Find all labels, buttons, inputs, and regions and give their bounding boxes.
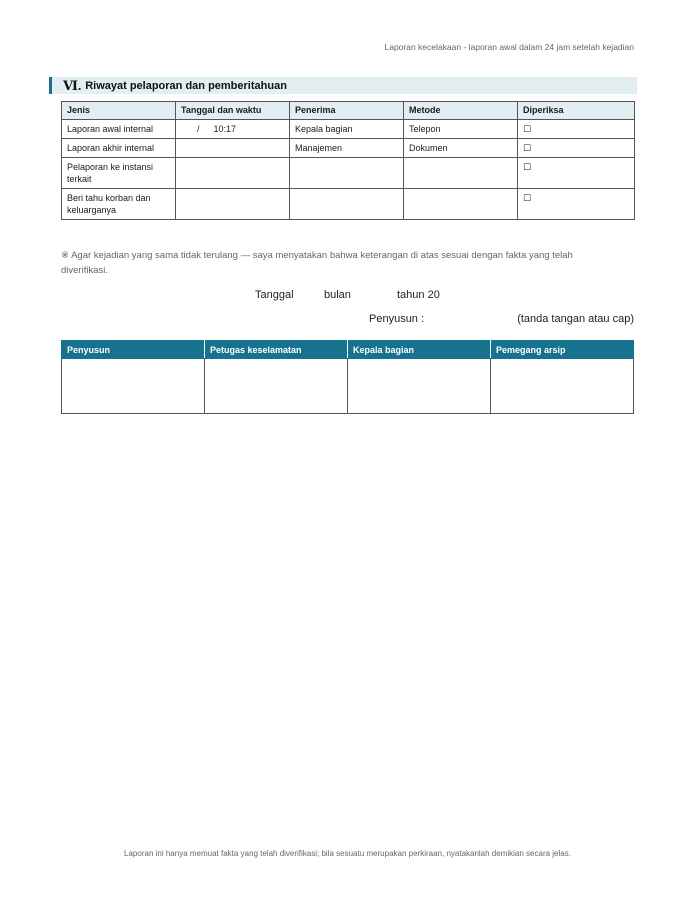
date-separator: / <box>197 124 200 134</box>
column-header: Petugas keselamatan <box>205 341 348 359</box>
report-type: Laporan awal internal <box>62 120 176 139</box>
author-label: Penyusun : <box>369 313 425 325</box>
recipient-field[interactable] <box>290 189 404 220</box>
recipient-field[interactable]: Manajemen <box>290 139 404 158</box>
time-value: 10:17 <box>213 124 237 134</box>
page-footer: Laporan ini hanya memuat fakta yang telah diverifikasi; bila sesuatu merupakan perkiraan, nyatakanlah demikian secara jelas. <box>124 849 571 858</box>
column-header: Diperiksa <box>518 102 635 120</box>
page-header: Laporan kecelakaan - laporan awal dalam 24 jam setelah kejadian <box>384 42 634 52</box>
report-type: Pelaporan ke instansi terkait <box>62 158 176 189</box>
date-time-field[interactable] <box>176 158 290 189</box>
checkbox-icon: ☐ <box>523 143 532 153</box>
table-header-row <box>62 341 634 359</box>
table-row <box>62 158 635 189</box>
column-header: Kepala bagian <box>348 341 491 359</box>
column-header: Pemegang arsip <box>491 341 634 359</box>
method-field[interactable] <box>404 158 518 189</box>
table-header-row <box>62 102 635 120</box>
date-time-field[interactable] <box>176 139 290 158</box>
checked-checkbox[interactable] <box>518 158 635 189</box>
section-title: Riwayat pelaporan dan pemberitahuan <box>85 79 287 92</box>
date-time-field[interactable] <box>176 189 290 220</box>
checkbox-icon: ☐ <box>523 162 532 172</box>
checked-checkbox[interactable] <box>518 120 635 139</box>
method-field[interactable]: Dokumen <box>404 139 518 158</box>
day-label: Tanggal <box>255 289 294 301</box>
signature-box-safety-officer[interactable] <box>205 359 348 414</box>
reporting-history-table <box>61 101 635 220</box>
column-header: Jenis <box>62 102 176 120</box>
table-row <box>62 189 635 220</box>
table-row <box>62 120 635 139</box>
date-time-field[interactable] <box>176 120 290 139</box>
checked-checkbox[interactable] <box>518 189 635 220</box>
report-type: Beri tahu korban dan keluarganya <box>62 189 176 220</box>
method-field[interactable]: Telepon <box>404 120 518 139</box>
checked-checkbox[interactable] <box>518 139 635 158</box>
month-label: bulan <box>324 289 351 301</box>
year-label: tahun 20 <box>397 289 440 301</box>
declaration-note: ※ Agar kejadian yang sama tidak terulang — saya menyatakan bahwa keterangan di atas sesuai dengan fakta yang telah diverifikasi. <box>61 250 573 276</box>
signature-table <box>61 340 634 414</box>
recipient-field[interactable]: Kepala bagian <box>290 120 404 139</box>
section-number: Ⅵ. <box>63 77 82 93</box>
column-header: Penerima <box>290 102 404 120</box>
signature-box-author[interactable] <box>62 359 205 414</box>
signature-hint: (tanda tangan atau cap) <box>517 313 634 325</box>
signature-box-section-head[interactable] <box>348 359 491 414</box>
checkbox-icon: ☐ <box>523 193 532 203</box>
signature-box-archive-holder[interactable] <box>491 359 634 414</box>
report-type: Laporan akhir internal <box>62 139 176 158</box>
method-field[interactable] <box>404 189 518 220</box>
section-heading <box>49 77 637 94</box>
column-header: Metode <box>404 102 518 120</box>
column-header: Penyusun <box>62 341 205 359</box>
column-header: Tanggal dan waktu <box>176 102 290 120</box>
table-row <box>62 139 635 158</box>
table-row <box>62 359 634 414</box>
recipient-field[interactable] <box>290 158 404 189</box>
checkbox-icon: ☐ <box>523 124 532 134</box>
